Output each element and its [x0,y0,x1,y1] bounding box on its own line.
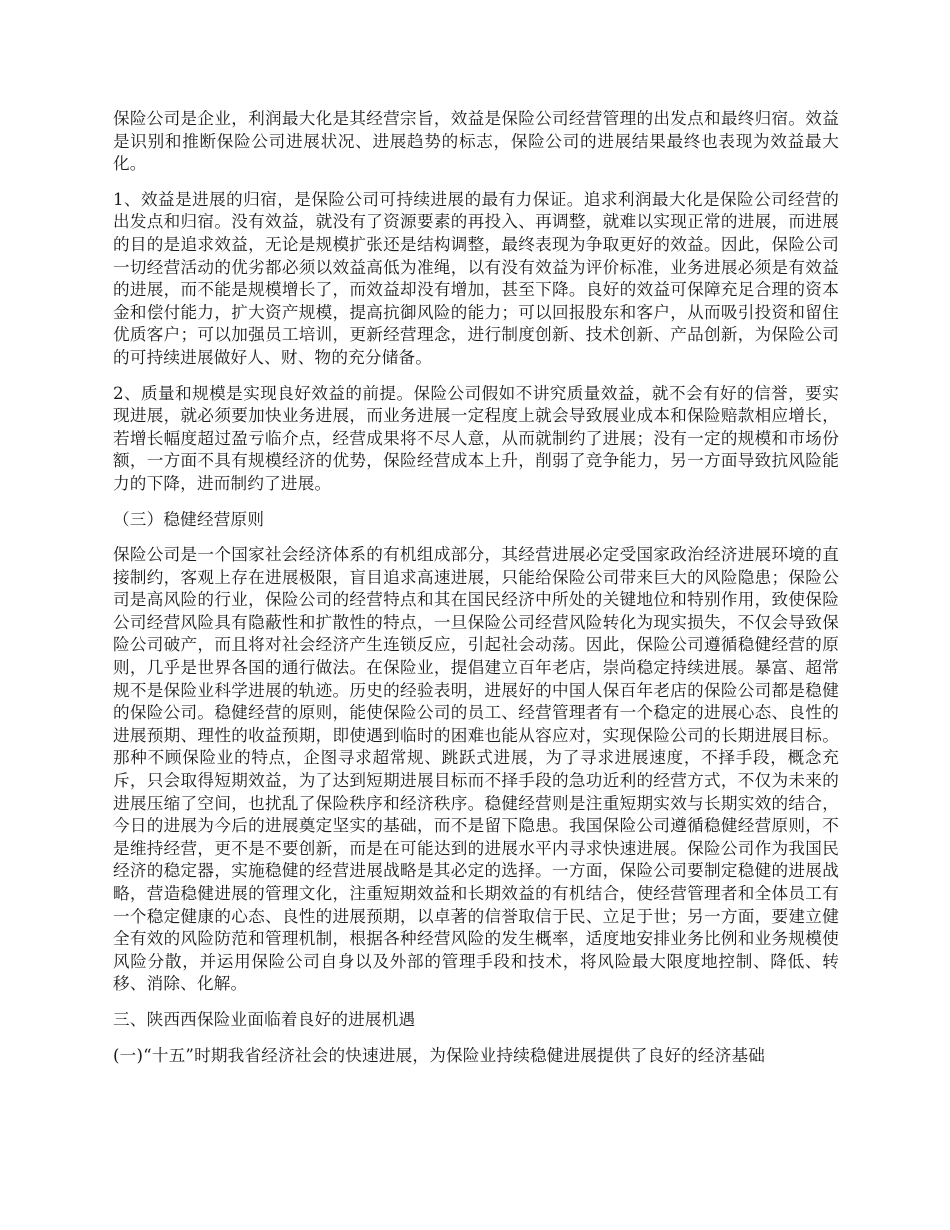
intro-paragraph: 保险公司是企业，利润最大化是其经营宗旨，效益是保险公司经营管理的出发点和最终归宿。效益是识别和推断保险公司进展状况、进展趋势的标志，保险公司的进展结果最终也表现为效益最大化。 [113,109,839,174]
document-body [113,108,839,1080]
point-2-paragraph: 2、质量和规模是实现良好效益的前提。保险公司假如不讲究质量效益，就不会有好的信誉，要实现进展，就必须要加快业务进展，而业务进展一定程度上就会导致展业成本和保险赔款相应增长，若增长幅度超过盈亏临介点，经营成果将不尽人意，从而就制约了进展；没有一定的规模和市场份额，一方面不具有规模经济的优势，保险经营成本上升，削弱了竞争能力，另一方面导致抗风险能力的下降，进而制约了进展。 [113,383,839,493]
section-heading-steady-operation: （三）稳健经营原则 [113,509,265,529]
point-1-paragraph: 1、效益是进展的归宿，是保险公司可持续进展的最有力保证。追求利润最大化是保险公司经营的出发点和归宿。没有效益，就没有了资源要素的再投入、再调整，就难以实现正常的进展，而进展的目的是追求效益，无论是规模扩张还是结构调整，最终表现为争取更好的效益。因此，保险公司一切经营活动的优劣都必须以效益高低为准绳，以有没有效益为评价标准，业务进展必须是有效益的进展，而不能是规模增长了，而效益却没有增加，甚至下降。良好的效益可保障充足合理的资本金和偿付能力，扩大资产规模，提高抗御风险的能力；可以回报股东和客户，从而吸引投资和留住优质客户；可以加强员工培训，更新经营理念，进行制度创新、技术创新、产品创新，为保险公司的可持续进展做好人、财、物的充分储备。 [113,189,839,367]
subsection-heading-economic-basis: (一)“十五”时期我省经济社会的快速进展，为保险业持续稳健进展提供了良好的经济基础 [113,1045,766,1065]
section-heading-opportunities: 三、陕西西保险业面临着良好的进展机遇 [113,1009,416,1029]
steady-operation-paragraph: 保险公司是一个国家社会经济体系的有机组成部分，其经营进展必定受国家政治经济进展环境的直接制约，客观上存在进展极限，盲目追求高速进展，只能给保险公司带来巨大的风险隐患；保险公司是高风险的行业，保险公司的经营特点和其在国民经济中所处的关键地位和特别作用，致使保险公司经营风险具有隐蔽性和扩散性的特点，一旦保险公司经营风险转化为现实损失，不仅会导致保险公司破产，而且将对社会经济产生连锁反应，引起社会动荡。因此，保险公司遵循稳健经营的原则，几乎是世界各国的通行做法。在保险业，提倡建立百年老店，崇尚稳定持续进展。暴富、超常规不是保险业科学进展的轨迹。历史的经验表明，进展好的中国人保百年老店的保险公司都是稳健的保险公司。稳健经营的原则，能使保险公司的员工、经营管理者有一个稳定的进展心态、良性的进展预期、理性的收益预期，即使遇到临时的困难也能从容应对，实现保险公司的长期进展目标。那种不顾保险业的特点，企图寻求超常规、跳跃式进展，为了寻求进展速度，不择手段，概念充斥，只会取得短期效益，为了达到短期进展目标而不择手段的急功近利的经营方式，不仅为未来的进展压缩了空间，也扰乱了保险秩序和经济秩序。稳健经营则是注重短期实效与长期实效的结合，今日的进展为今后的进展奠定坚实的基础，而不是留下隐患。我国保险公司遵循稳健经营原则，不是维持经营，更不是不要创新，而是在可能达到的进展水平内寻求快速进展。保险公司作为我国民经济的稳定器，实施稳健的经营进展战略是其必定的选择。一方面，保险公司要制定稳健的进展战略，营造稳健进展的管理文化，注重短期效益和长期效益的有机结合，使经营管理者和全体员工有一个稳定健康的心态、良性的进展预期，以卓著的信誉取信于民、立足于世；另一方面，要建立健全有效的风险防范和管理机制，根据各种经营风险的发生概率，适度地安排业务比例和业务规模使风险分散，并运用保险公司自身以及外部的管理手段和技术，将风险最大限度地控制、降低、转移、消除、化解。 [113,545,839,994]
